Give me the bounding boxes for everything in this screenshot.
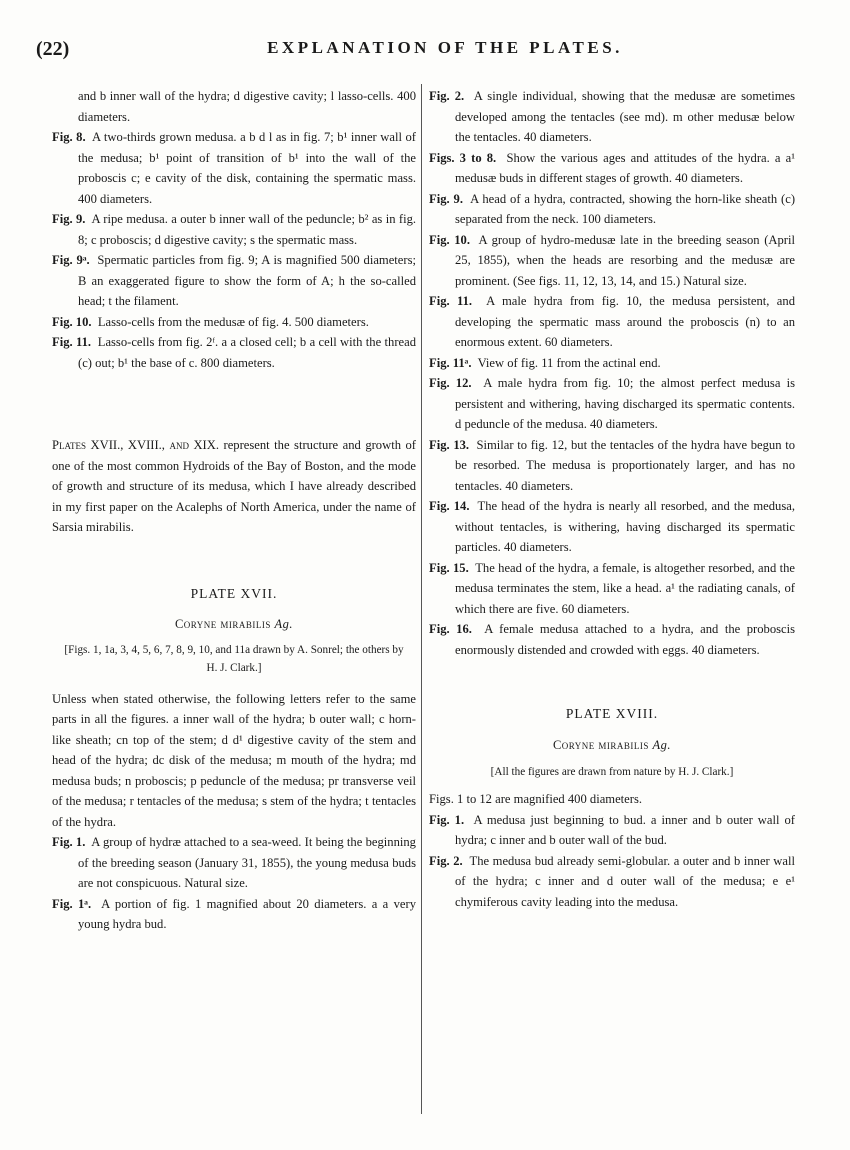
species-name	[429, 735, 795, 756]
figure-entry	[52, 332, 416, 373]
running-title: EXPLANATION OF THE PLATES.	[267, 38, 623, 57]
figure-entry	[52, 127, 416, 209]
figure-label: Fig. 2.	[429, 89, 465, 103]
page-number: (22)	[36, 38, 70, 60]
plates-intro	[52, 435, 416, 538]
figure-entry	[429, 851, 795, 913]
figure-text: A two-thirds grown medusa. a b d l as in fig. 7; b¹ inner wall of the medusa; b¹ point of transition of b¹ into the wall of the proboscis c; e cavity of the disk, containing the spermatic mass. 400 diameters.	[78, 130, 416, 206]
figure-label: Fig. 16.	[429, 622, 472, 636]
figure-label: Fig. 15.	[429, 560, 469, 575]
figure-entry	[429, 373, 795, 435]
figure-text: Lasso-cells from the medusæ of fig. 4. 500 diameters.	[97, 314, 369, 329]
continued-text: and b inner wall of the hydra; d digestive cavity; l lasso-cells. 400 diameters.	[78, 89, 416, 124]
figure-label: Figs. 3 to 8.	[429, 150, 497, 165]
species-authority: Ag.	[652, 737, 672, 752]
figure-text: A male hydra from fig. 10, the medusa persistent, and developing the spermatic mass around the proboscis (n) to an enormous extent. 60 diameters.	[455, 294, 795, 349]
figure-text: Lasso-cells from fig. 2ᶠ. a a closed cell; b a cell with the thread (c) out; b¹ the base of c. 800 diameters.	[78, 335, 416, 370]
figure-entry	[429, 558, 795, 620]
figure-label: Fig. 13.	[429, 437, 470, 452]
plate-legend-intro: Unless when stated otherwise, the following letters refer to the same parts in all the figures. a inner wall of the hydra; b outer wall; c horn-like sheath; cn top of the stem; d d¹ digestive cavity of the stem and head of the hydra; dc disk of the medusa; m mouth of the hydra; md medusa buds; n proboscis; p peduncle of the medusa; pr transverse veil of the medusa; r tentacles of the medusa; s stem of the hydra; t tentacles of the hydra.	[52, 691, 416, 829]
species-authority: Ag.	[274, 617, 294, 631]
figure-text: View of fig. 11 from the actinal end.	[477, 355, 661, 370]
figure-entry	[429, 148, 795, 189]
plate-credit: [Figs. 1, 1a, 3, 4, 5, 6, 7, 8, 9, 10, and 11a drawn by A. Sonrel; the others by H. J. Clark.]	[64, 643, 404, 674]
figure-entry	[429, 496, 795, 558]
plates-intro-lead: Plates XVII., XVIII., and XIX.	[52, 438, 219, 452]
figure-text: A group of hydræ attached to a sea-weed. It being the beginning of the breeding season (January 31, 1855), the young medusa buds are not conspicuous. Natural size.	[78, 835, 416, 890]
plate-title: PLATE XVIII.	[565, 706, 659, 721]
figure-label: Fig. 1.	[52, 835, 86, 849]
figure-label: Fig. 10.	[52, 314, 92, 329]
figure-text: Spermatic particles from fig. 9; A is magnified 500 diameters; B an exaggerated figure to show the form of A; h the so-called head; t the filament.	[78, 253, 416, 308]
figure-label: Fig. 9.	[52, 212, 86, 226]
figure-label: Fig. 11.	[429, 294, 473, 308]
plates-intro-text: represent the structure and growth of one of the most common Hydroids of the Bay of Boston, and the mode of growth and structure of its medusa, which I have already described in my first paper on the Acalephs of North America, under the name of Sarsia mirabilis.	[52, 438, 416, 534]
figure-text: A single individual, showing that the medusæ are sometimes developed among the tentacles (see md). m other medusæ below the tentacles. 40 diameters.	[455, 89, 795, 144]
figure-text: A medusa just beginning to bud. a inner and b outer wall of hydra; c inner and b outer wall of the bud.	[455, 812, 796, 847]
figure-text: Similar to fig. 12, but the tentacles of the hydra have begun to be resorbed. The medusa is proportionately larger, and has no tentacles. 40 diameters.	[455, 437, 795, 493]
figure-label: Fig. 14.	[429, 499, 470, 513]
figure-text: A female medusa attached to a hydra, and the proboscis enormously distended and crowded with eggs. 40 diameters.	[455, 622, 796, 657]
figure-text: A head of a hydra, contracted, showing the horn-like sheath (c) separated from the neck. 100 diameters.	[455, 191, 796, 226]
figure-entry	[429, 291, 795, 353]
figure-label: Fig. 8.	[52, 130, 86, 144]
species-binomial: Coryne mirabilis	[552, 737, 649, 752]
figure-label: Fig. 1.	[429, 812, 465, 827]
figure-text: The head of the hydra, a female, is altogether resorbed, and the medusa terminates the stem, like a head. a¹ the radiating canals, of which there are five. 60 diameters.	[455, 560, 795, 616]
figure-label: Fig. 2.	[429, 853, 463, 868]
figure-entry	[429, 86, 795, 148]
species-name	[52, 614, 416, 635]
figure-entry	[429, 810, 795, 851]
figure-entry	[429, 189, 795, 230]
figure-text: A portion of fig. 1 magnified about 20 diameters. a a very young hydra bud.	[78, 896, 416, 931]
left-column	[52, 86, 416, 935]
figure-label: Fig. 12.	[429, 376, 472, 390]
figure-entry	[429, 230, 795, 292]
plate-title: PLATE XVII.	[190, 585, 278, 601]
figure-entry	[52, 209, 416, 250]
figure-label: Fig. 9ᵃ.	[52, 253, 90, 267]
figure-label: Fig. 10.	[429, 232, 470, 247]
right-column	[429, 86, 795, 912]
species-binomial: Coryne mirabilis	[174, 617, 271, 631]
figure-label: Fig. 9.	[429, 191, 463, 206]
column-divider	[421, 84, 422, 1114]
figure-entry	[429, 435, 795, 497]
figure-text: A group of hydro-medusæ late in the breeding season (April 25, 1855), when the heads are resorbing and the medusæ are prominent. (See figs. 11, 12, 13, 14, and 15.) Natural size.	[455, 232, 795, 288]
figure-entry	[429, 619, 795, 660]
figure-entry	[52, 312, 416, 333]
figure-text: A ripe medusa. a outer b inner wall of the peduncle; b² as in fig. 8; c proboscis; d digestive cavity; s the spermatic mass.	[78, 212, 417, 247]
page-header	[30, 38, 820, 68]
figure-label: Fig. 11ᵃ.	[429, 355, 472, 370]
figure-entry	[52, 894, 416, 935]
figure-entry	[429, 353, 795, 374]
figure-entry	[52, 832, 416, 894]
figure-entry	[52, 250, 416, 312]
figure-text: The head of the hydra is nearly all resorbed, and the medusa, without tentacles, is withering, having discharged its spermatic particles. 40 diameters.	[455, 499, 795, 554]
figure-text: A male hydra from fig. 10; the almost perfect medusa is persistent and withering, having discharged its spermatic contents. d peduncle of the medusa. 40 diameters.	[455, 376, 795, 431]
figure-text: The medusa bud already semi-globular. a outer and b inner wall of the hydra; c inner and d outer wall of the medusa; e e¹ chymiferous cavity leading into the medusa.	[455, 853, 795, 909]
figure-label: Fig. 1ᵃ.	[52, 896, 92, 911]
plate-credit: [All the figures are drawn from nature by H. J. Clark.]	[490, 766, 734, 778]
figure-text: Show the various ages and attitudes of the hydra. a a¹ medusæ buds in different stages of growth. 40 diameters.	[455, 150, 796, 185]
figure-label: Fig. 11.	[52, 335, 92, 349]
magnification-note: Figs. 1 to 12 are magnified 400 diameters.	[429, 792, 642, 806]
